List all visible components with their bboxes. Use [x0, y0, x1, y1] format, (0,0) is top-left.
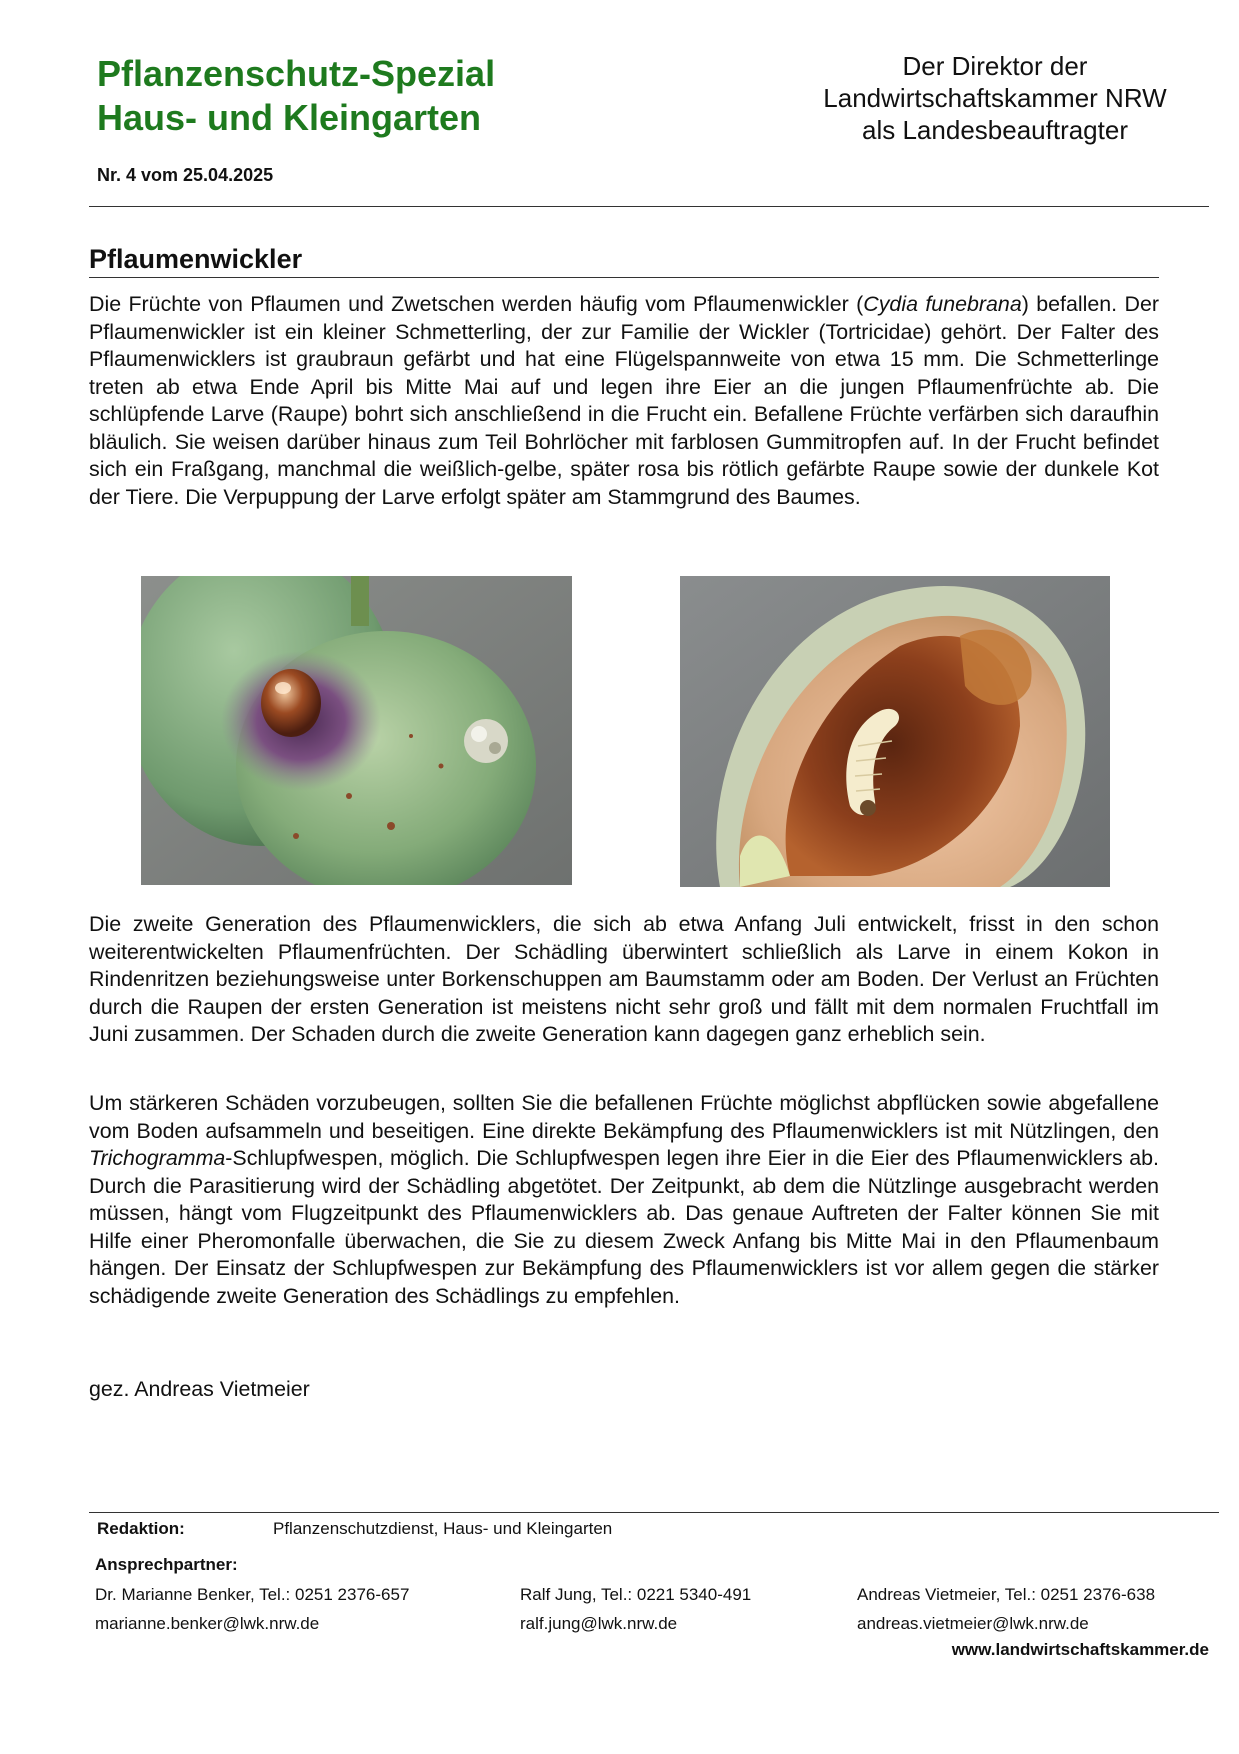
authority-line2: Landwirtschaftskammer NRW	[823, 83, 1167, 113]
photo-larva-in-fruit	[680, 576, 1110, 887]
authority-line3: als Landesbeauftragter	[862, 115, 1128, 145]
paragraph-3-body: -Schlupfwespen, möglich. Die Schlupfwespen legen ihre Eier in die Eier des Pflaumenwicklers ab. Durch die Parasitierung wird der Schädling abgetötet. Der Zeitpunkt, ab dem die Nützlinge ausgebracht werden müssen, hängt vom Flugzeitpunkt des Pflaumenwicklers ab. Das genaue Auftreten der Falter können Sie mit Hilfe einer Pheromonfalle überwachen, die Sie zu diesem Zweck Anfang bis Mitte Mai in den Pflaumenbaum hängen. Der Einsatz der Schlupfwespen zur Bekämpfung des Pflaumenwicklers ist vor allem gegen die stärker schädigende zweite Generation des Schädlings zu empfehlen.	[89, 1146, 1159, 1308]
header-divider	[89, 206, 1209, 207]
contact-email[interactable]: andreas.vietmeier@lwk.nrw.de	[857, 1614, 1089, 1633]
contact-name-phone: Dr. Marianne Benker, Tel.: 0251 2376-657	[95, 1585, 410, 1604]
contact-email[interactable]: marianne.benker@lwk.nrw.de	[95, 1614, 320, 1633]
paragraph-3-intro: Um stärkeren Schäden vorzubeugen, sollten Sie die befallenen Früchte möglichst abpflücken sowie abgefallene vom Boden aufsammeln und beseitigen. Eine direkte Bekämpfung des Pflaumenwicklers ist mit Nützlingen, den	[89, 1091, 1159, 1143]
footer-divider	[89, 1512, 1219, 1513]
contact-email[interactable]: ralf.jung@lwk.nrw.de	[520, 1614, 678, 1633]
series-title	[97, 52, 495, 140]
contacts-label: Ansprechpartner:	[95, 1555, 238, 1574]
issuing-authority	[795, 50, 1195, 146]
series-title-line2: Haus- und Kleingarten	[97, 97, 482, 138]
editorial-label: Redaktion:	[97, 1519, 185, 1538]
title-underline	[89, 277, 1159, 278]
paragraph-2: Die zweite Generation des Pflaumenwicklers, die sich ab etwa Anfang Juli entwickelt, frisst in den schon weiterentwickelten Pflaumenfrüchten. Der Schädling überwintert schließlich als Larve in einem Kokon in Rindenritzen beziehungsweise unter Borkenschuppen am Baumstamm oder am Boden. Der Verlust an Früchten durch die Raupen der ersten Generation ist meistens nicht sehr groß und fällt mit dem normalen Fruchtfall im Juni zusammen. Der Schaden durch die zweite Generation kann dagegen ganz erheblich sein.	[89, 912, 1159, 1046]
contact-name-phone: Andreas Vietmeier, Tel.: 0251 2376-638	[857, 1585, 1156, 1604]
contact-jung	[520, 1580, 751, 1638]
editorial-value: Pflanzenschutzdienst, Haus- und Kleingarten	[273, 1519, 613, 1538]
website-link[interactable]: www.landwirtschaftskammer.de	[951, 1640, 1209, 1659]
contact-name-phone: Ralf Jung, Tel.: 0221 5340-491	[520, 1585, 752, 1604]
contact-vietmeier	[857, 1580, 1155, 1638]
paragraph-1-intro: Die Früchte von Pflaumen und Zwetschen werden häufig vom Pflaumenwickler (	[89, 292, 864, 316]
signature: gez. Andreas Vietmeier	[89, 1377, 310, 1401]
species-name: Cydia funebrana	[863, 292, 1022, 316]
contact-benker	[95, 1580, 409, 1638]
photo-plum-gum-droplet	[141, 576, 572, 885]
series-title-line1: Pflanzenschutz-Spezial	[97, 53, 496, 94]
issue-number: Nr. 4 vom 25.04.2025	[97, 165, 274, 185]
article-title: Pflaumenwickler	[89, 244, 303, 274]
paragraph-1	[89, 291, 1159, 511]
paragraph-3	[89, 1090, 1159, 1310]
paragraph-1-body: ) befallen. Der Pflaumenwickler ist ein kleiner Schmetterling, der zur Familie der Wickler (Tortricidae) gehört. Der Falter des Pflaumenwicklers ist graubraun gefärbt und hat eine Flügelspannweite von etwa 15 mm. Die Schmetterlinge treten ab etwa Ende April bis Mitte Mai auf und legen ihre Eier an die jungen Pflaumenfrüchte ab. Die schlüpfende Larve (Raupe) bohrt sich anschließend in die Frucht ein. Befallene Früchte verfärben sich daraufhin bläulich. Sie weisen darüber hinaus zum Teil Bohrlöcher mit farblosen Gummitropfen auf. In der Frucht befindet sich ein Fraßgang, manchmal die weißlich-gelbe, später rosa bis rötlich gefärbte Raupe sowie der dunkele Kot der Tiere. Die Verpuppung der Larve erfolgt später am Stammgrund des Baumes.	[89, 292, 1159, 509]
genus-name: Trichogramma	[89, 1146, 226, 1170]
authority-line1: Der Direktor der	[902, 51, 1088, 81]
